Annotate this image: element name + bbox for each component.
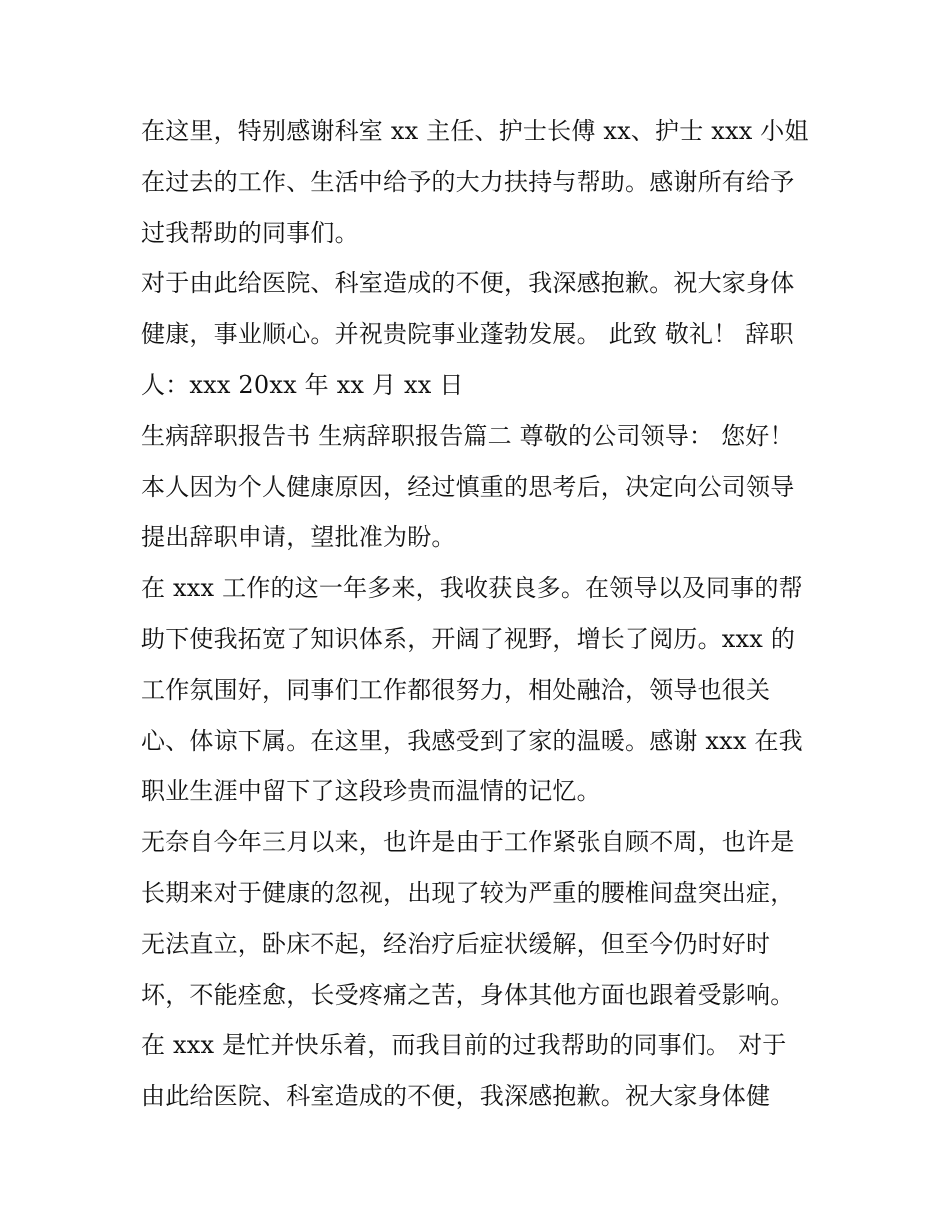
- document-body: [141, 106, 821, 1122]
- text-line: 工作氛围好，同事们工作都很努力，相处融洽，领导也很关: [141, 675, 771, 704]
- text-line: 心、体谅下属。在这里，我感受到了家的温暖。感谢 xxx 在我: [141, 726, 803, 755]
- text-line: 无法直立，卧床不起，经治疗后症状缓解，但至今仍时好时: [141, 929, 771, 958]
- text-line: 人：xxx 20xx 年 xx 月 xx 日: [141, 370, 464, 399]
- text-line: 本人因为个人健康原因，经过慎重的思考后，决定向公司领导: [141, 472, 795, 501]
- text-line: 长期来对于健康的忽视，出现了较为严重的腰椎间盘突出症，: [141, 878, 795, 907]
- text-line: 由此给医院、科室造成的不便，我深感抱歉。祝大家身体健: [141, 1082, 771, 1111]
- text-line: 在这里，特别感谢科室 xx 主任、护士长傅 xx、护士 xxx 小姐: [141, 117, 809, 145]
- text-line: 对于由此给医院、科室造成的不便，我深感抱歉。祝大家身体: [141, 269, 795, 298]
- text-line: 在过去的工作、生活中给予的大力扶持与帮助。感谢所有给予: [141, 167, 795, 196]
- text-line: 职业生涯中留下了这段珍贵而温情的记忆。: [141, 777, 601, 806]
- text-line: 在 xxx 工作的这一年多来，我收获良多。在领导以及同事的帮: [141, 574, 803, 603]
- text-line: 过我帮助的同事们。: [141, 218, 359, 247]
- text-line: 坏，不能痊愈，长受疼痛之苦，身体其他方面也跟着受影响。: [141, 980, 795, 1009]
- text-line: 无奈自今年三月以来，也许是由于工作紧张自顾不周，也许是: [141, 828, 795, 857]
- text-line: 助下使我拓宽了知识体系，开阔了视野，增长了阅历。xxx 的: [141, 624, 796, 653]
- text-line: 在 xxx 是忙并快乐着，而我目前的过我帮助的同事们。 对于: [141, 1031, 787, 1060]
- text-line: 生病辞职报告书 生病辞职报告篇二 尊敬的公司领导： 您好！: [141, 421, 794, 450]
- text-line: 提出辞职申请，望批准为盼。: [141, 523, 456, 552]
- text-line: 健康，事业顺心。并祝贵院事业蓬勃发展。 此致 敬礼！ 辞职: [141, 320, 794, 349]
